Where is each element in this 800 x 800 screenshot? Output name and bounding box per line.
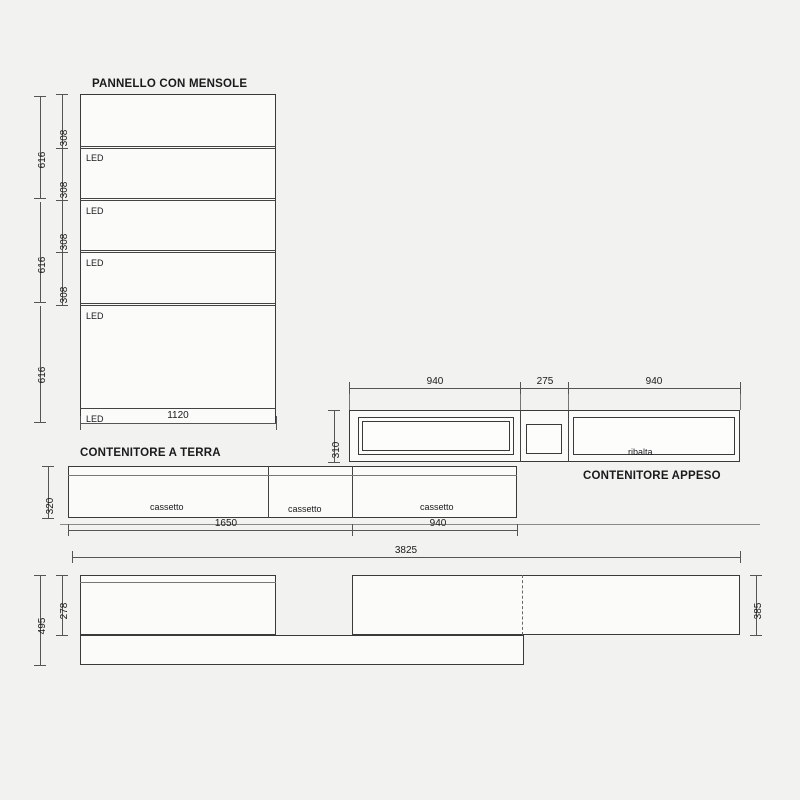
extension-line [520,394,521,410]
dim-tick [517,524,518,536]
panel-outer-dim-label: 616 [37,256,48,274]
extension-line [349,394,350,410]
ground-line [60,524,760,525]
dim-tick [56,635,68,636]
panel-shelf-divider [80,146,276,147]
panel-led-label: LED [86,153,104,163]
dim-tick [750,575,762,576]
plan-total-width-label: 3825 [394,545,418,556]
dim-tick [352,524,353,536]
wall-unit-dim-label: 940 [426,376,444,387]
dim-tick [34,575,46,576]
dim-tick [56,575,68,576]
panel-shelf-divider [80,305,276,306]
panel-inner-dim-label: 308 [59,181,70,199]
plan-depth-label: 385 [753,602,764,620]
wall-unit-dimline [568,388,740,389]
dim-tick [349,382,350,394]
panel-outer-dim-label: 616 [37,366,48,384]
floor-unit-width-label: 940 [429,518,447,529]
plan-depth-label: 495 [37,617,48,635]
plan-panel-edge [80,582,276,583]
floor-unit-drawer-label: cassetto [420,502,454,512]
wall-unit-dim-label: 275 [536,376,554,387]
wall-unit-right-door [573,417,735,455]
wall-unit-left-door-inner [362,421,510,451]
wall-unit-height-label: 310 [331,441,342,459]
floor-unit-divider [352,466,353,518]
plan-total-dimline [72,557,740,558]
panel-outline [80,94,276,424]
wall-unit-title: CONTENITORE APPESO [583,470,721,482]
dim-tick [740,382,741,394]
dim-tick [68,524,69,536]
dim-tick [34,96,46,97]
panel-shelf-divider [80,148,276,149]
dim-tick [72,551,73,563]
dim-tick [34,302,46,303]
floor-unit-height-label: 320 [45,497,56,515]
panel-shelf-divider [80,198,276,199]
wall-unit-divider [520,410,521,462]
floor-unit-top-edge [68,475,517,476]
dim-tick [80,416,81,430]
dim-tick [520,382,521,394]
dim-tick [42,466,54,467]
dim-tick [34,422,46,423]
extension-line [568,394,569,410]
panel-shelf-divider [80,200,276,201]
plan-wall-rect [352,575,740,635]
panel-inner-dim-label: 308 [59,129,70,147]
panel-outer-dim-label: 616 [37,151,48,169]
panel-inner-dim-label: 308 [59,286,70,304]
wall-unit-dimline [520,388,568,389]
floor-unit-width-dimline [68,530,352,531]
dim-tick [328,410,340,411]
wall-unit-ribalta-label: ribalta [628,447,653,457]
dim-tick [56,94,68,95]
wall-unit-dim-label: 940 [645,376,663,387]
panel-shelf-divider [80,303,276,304]
plan-floor-rect [80,635,524,665]
panel-width-label: 1120 [167,410,189,421]
wall-unit-divider [568,410,569,462]
dim-tick [568,382,569,394]
extension-line [740,394,741,410]
dim-tick [34,665,46,666]
plan-panel-rect [80,575,276,635]
dim-tick [740,551,741,563]
dim-tick [276,416,277,430]
floor-unit-divider [268,466,269,518]
panel-led-label: LED [86,206,104,216]
panel-width-dimline [80,423,276,424]
panel-shelf-divider [80,252,276,253]
panel-title: PANNELLO CON MENSOLE [92,78,248,90]
floor-unit-width-label: 1650 [214,518,238,529]
floor-unit-drawer-label: cassetto [288,504,322,514]
panel-shelf-divider [80,250,276,251]
plan-depth-label: 278 [59,602,70,620]
wall-unit-dimline [349,388,520,389]
floor-unit-width-dimline [352,530,517,531]
panel-inner-dim-label: 308 [59,233,70,251]
plan-dashed-divider [522,575,523,635]
floor-unit-title: CONTENITORE A TERRA [80,447,221,459]
wall-unit-middle-compartment [526,424,562,454]
panel-led-label: LED [86,414,104,424]
floor-unit-drawer-label: cassetto [150,502,184,512]
dim-tick [34,198,46,199]
panel-led-label: LED [86,258,104,268]
panel-shelf-divider [80,408,276,409]
dim-tick [750,635,762,636]
panel-led-label: LED [86,311,104,321]
